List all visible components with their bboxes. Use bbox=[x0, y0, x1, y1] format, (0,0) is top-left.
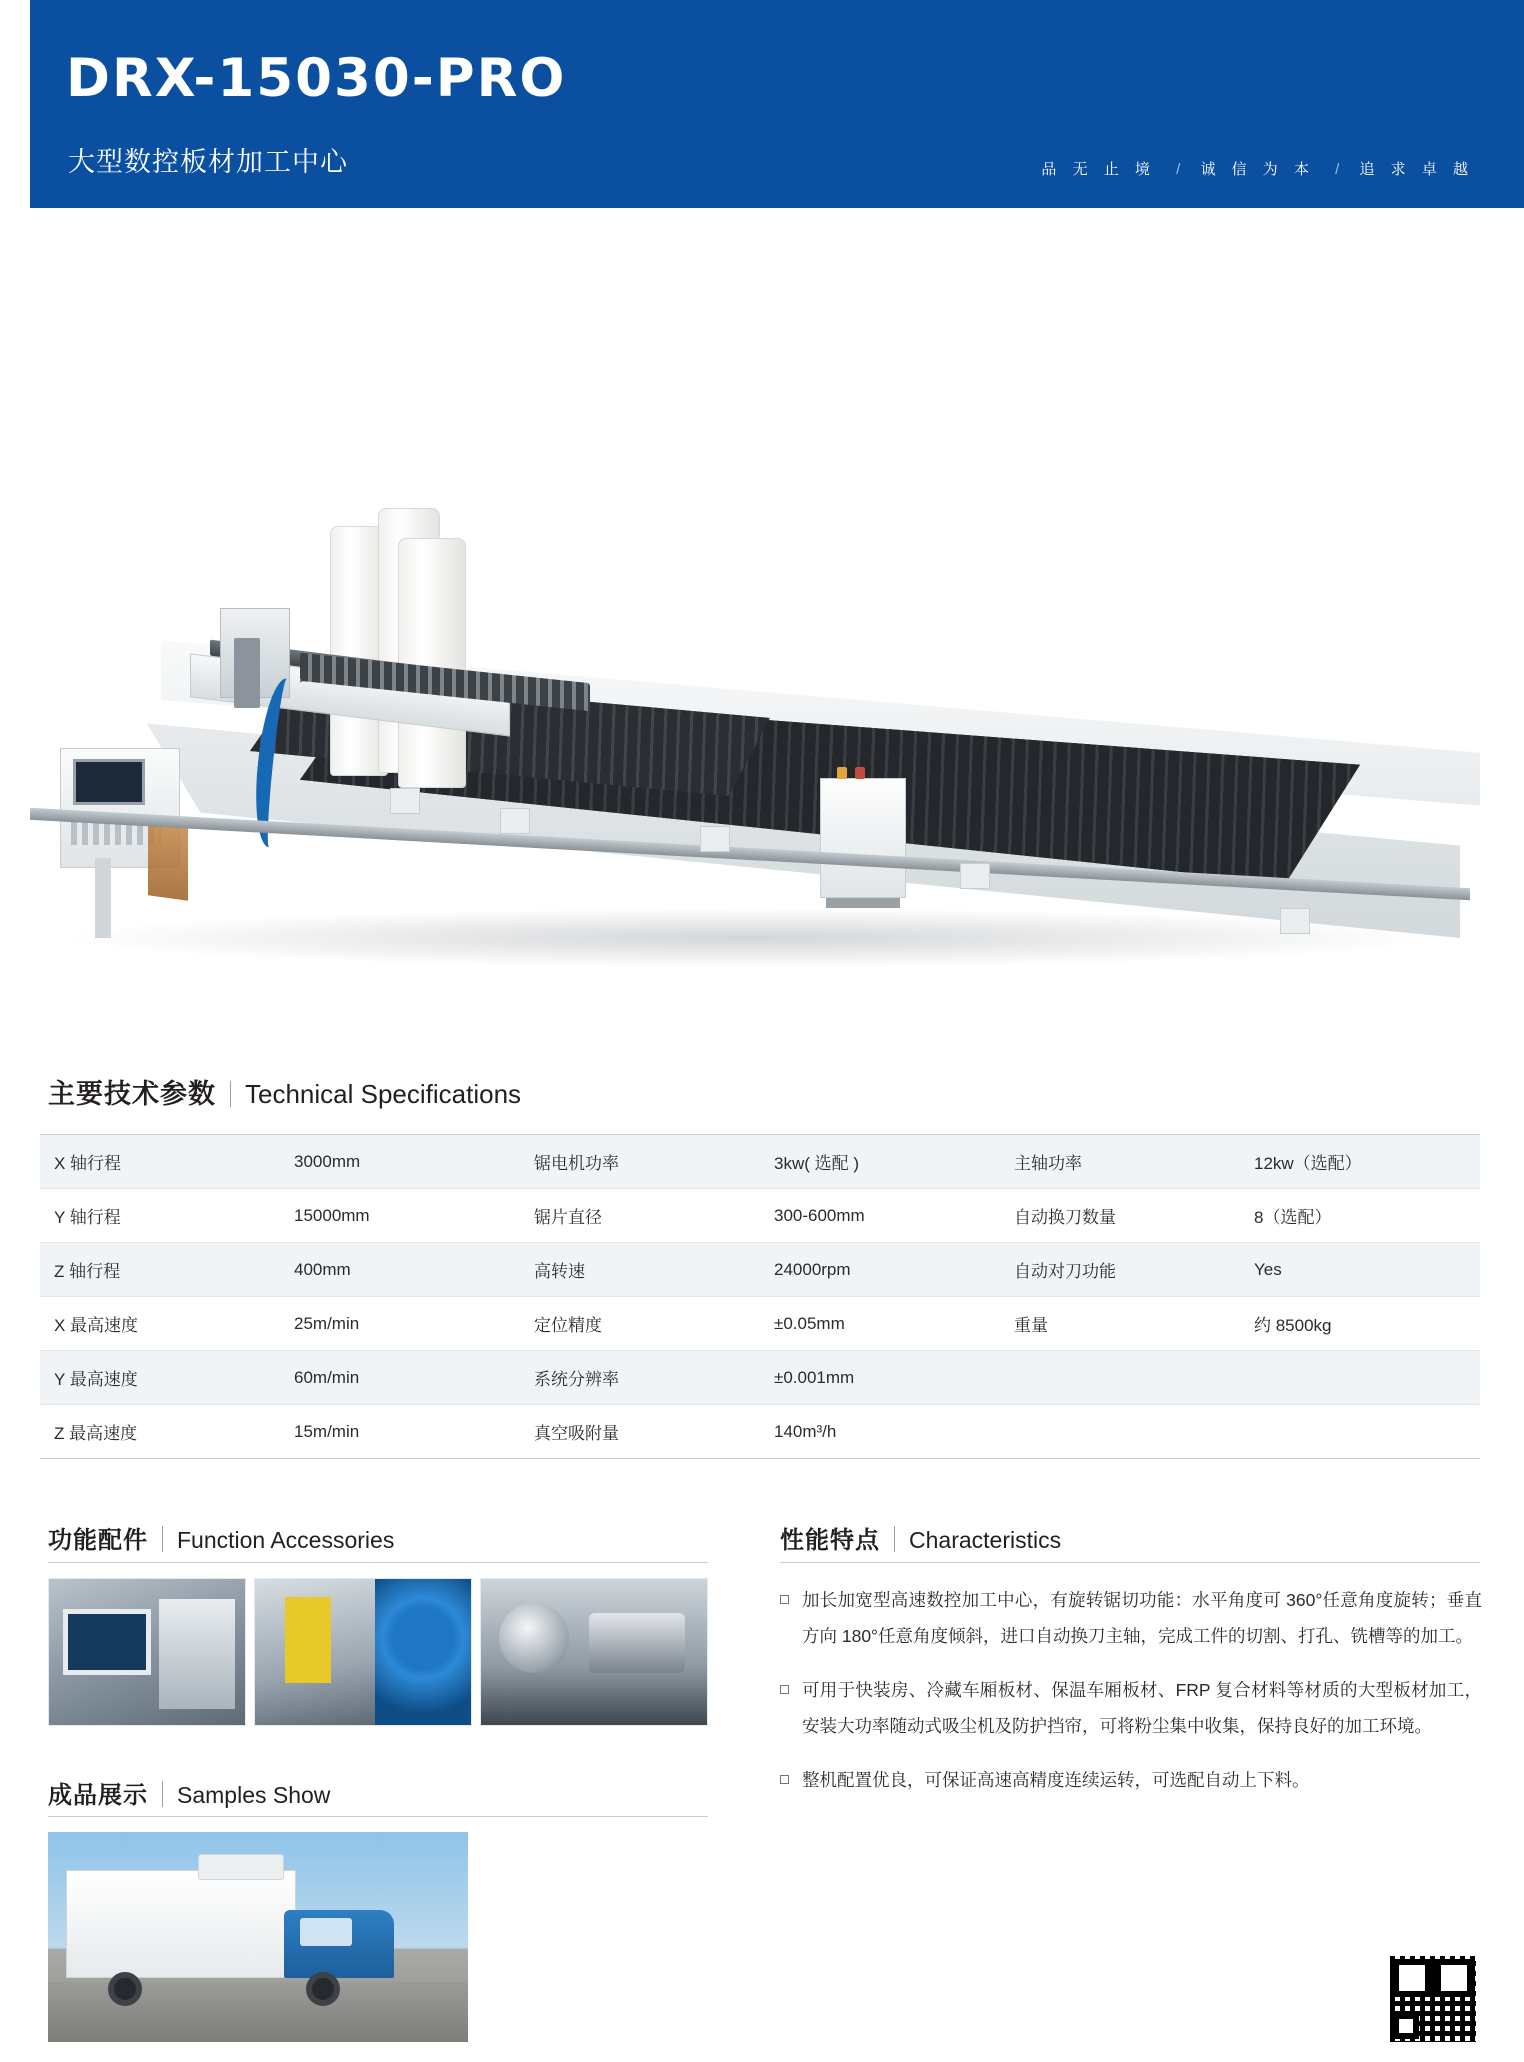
machine-foot bbox=[700, 826, 730, 852]
truck-body bbox=[66, 1870, 296, 1978]
spec-value: 约 8500kg bbox=[1254, 1316, 1332, 1335]
characteristic-text: 整机配置优良，可保证高速高精度连续运转，可选配自动上下料。 bbox=[802, 1770, 1310, 1790]
spec-value: 3000mm bbox=[294, 1151, 361, 1171]
spec-value: Yes bbox=[1254, 1259, 1282, 1279]
accessories-section-title bbox=[48, 1520, 394, 1555]
spec-label: 重量 bbox=[1014, 1316, 1048, 1335]
table-row bbox=[40, 1189, 1480, 1243]
spec-label: 系统分辨率 bbox=[534, 1370, 619, 1389]
spec-label: X 最高速度 bbox=[54, 1316, 139, 1335]
spec-label: 定位精度 bbox=[534, 1316, 602, 1335]
machine-foot bbox=[1280, 908, 1310, 934]
spec-value: 300-600mm bbox=[774, 1205, 865, 1225]
status-lamp-amber bbox=[837, 767, 847, 779]
spec-label: 锯片直径 bbox=[534, 1208, 602, 1227]
title-divider bbox=[162, 1781, 163, 1807]
electrical-control-cabinet bbox=[820, 778, 906, 898]
machine-foot bbox=[960, 863, 990, 889]
spec-label: Y 最高速度 bbox=[54, 1370, 138, 1389]
accessory-photo-tool-holders bbox=[480, 1578, 708, 1726]
spec-section-title bbox=[48, 1072, 521, 1111]
spec-value: 3kw( 选配 ) bbox=[774, 1154, 859, 1173]
qr-code[interactable] bbox=[1388, 1954, 1478, 2044]
spec-label: 高转速 bbox=[534, 1262, 585, 1281]
refrigeration-unit bbox=[198, 1854, 284, 1880]
spec-value: 400mm bbox=[294, 1259, 351, 1279]
spec-value bbox=[1240, 1405, 1480, 1459]
status-lamp-red bbox=[855, 767, 865, 779]
truck-wheel bbox=[306, 1972, 340, 2006]
spec-label bbox=[1000, 1405, 1240, 1459]
console-support-post bbox=[95, 858, 111, 938]
characteristics-title-en: Characteristics bbox=[909, 1527, 1062, 1553]
page-title: DRX-15030-PRO bbox=[66, 48, 567, 109]
spec-label: Y 轴行程 bbox=[54, 1208, 121, 1227]
characteristics-list bbox=[780, 1582, 1482, 1816]
characteristics-section-title bbox=[780, 1520, 1061, 1555]
cabinet-base bbox=[826, 898, 900, 908]
machine-foot bbox=[390, 788, 420, 814]
spec-label: 自动换刀数量 bbox=[1014, 1208, 1116, 1227]
table-row bbox=[40, 1405, 1480, 1459]
accessories-title-en: Function Accessories bbox=[177, 1527, 395, 1553]
header-left-accent-bar bbox=[0, 0, 30, 208]
table-row bbox=[40, 1297, 1480, 1351]
floor-shadow bbox=[60, 908, 1440, 968]
header-slogan bbox=[1041, 158, 1474, 179]
table-row bbox=[40, 1135, 1480, 1189]
samples-rule bbox=[48, 1816, 708, 1817]
accessories-rule bbox=[48, 1562, 708, 1563]
spec-label: 主轴功率 bbox=[1014, 1154, 1082, 1173]
characteristic-item bbox=[780, 1762, 1482, 1798]
samples-title-cn: 成品展示 bbox=[48, 1782, 148, 1809]
qr-finder-bottom-left bbox=[1393, 2013, 1419, 2039]
spec-label bbox=[1000, 1351, 1240, 1405]
slogan-part-2: 诚 信 为 本 bbox=[1200, 161, 1315, 178]
spec-label: Z 最高速度 bbox=[54, 1424, 138, 1443]
bullet-square-icon bbox=[780, 1595, 789, 1604]
title-divider bbox=[162, 1526, 163, 1552]
title-divider bbox=[894, 1526, 895, 1552]
spindle-head bbox=[234, 638, 260, 708]
characteristic-text: 加长加宽型高速数控加工中心，有旋转锯切功能：水平角度可 360°任意角度旋转；垂直方向 180°任意角度倾斜，进口自动换刀主轴，完成工件的切割、打孔、铣槽等的加工。 bbox=[802, 1590, 1482, 1646]
spec-label: 锯电机功率 bbox=[534, 1154, 619, 1173]
spec-label: 自动对刀功能 bbox=[1014, 1262, 1116, 1281]
machine-foot bbox=[500, 808, 530, 834]
accessory-photo-control-panel bbox=[48, 1578, 246, 1726]
accessories-title-cn: 功能配件 bbox=[48, 1527, 148, 1554]
spec-value: 8（选配） bbox=[1254, 1208, 1332, 1227]
product-photo bbox=[0, 208, 1524, 1008]
spec-value: 24000rpm bbox=[774, 1259, 851, 1279]
truck-wheel bbox=[108, 1972, 142, 2006]
spec-value: 12kw（选配） bbox=[1254, 1154, 1362, 1173]
spec-title-en: Technical Specifications bbox=[245, 1079, 522, 1109]
bullet-square-icon bbox=[780, 1775, 789, 1784]
page-subtitle: 大型数控板材加工中心 bbox=[68, 147, 348, 177]
table-row bbox=[40, 1351, 1480, 1405]
slogan-part-1: 品 无 止 境 bbox=[1041, 161, 1156, 178]
accessories-image-strip bbox=[48, 1578, 708, 1726]
characteristic-item bbox=[780, 1672, 1482, 1744]
spec-label: 真空吸附量 bbox=[534, 1424, 619, 1443]
spec-value: ±0.001mm bbox=[774, 1367, 855, 1387]
slogan-part-3: 追 求 卓 越 bbox=[1359, 161, 1474, 178]
technical-specifications-table bbox=[40, 1134, 1480, 1459]
spec-label: X 轴行程 bbox=[54, 1154, 122, 1173]
sample-photo-refrigerated-truck bbox=[48, 1832, 468, 2042]
samples-section-title bbox=[48, 1775, 330, 1810]
spec-value: 60m/min bbox=[294, 1367, 360, 1387]
truck-cab-window bbox=[300, 1918, 352, 1946]
characteristics-rule bbox=[780, 1562, 1480, 1563]
spec-value: ±0.05mm bbox=[774, 1313, 845, 1333]
spec-value: 15000mm bbox=[294, 1205, 370, 1225]
spec-value: 15m/min bbox=[294, 1421, 360, 1441]
spec-label: Z 轴行程 bbox=[54, 1262, 121, 1281]
samples-title-en: Samples Show bbox=[177, 1782, 331, 1808]
page-header bbox=[0, 0, 1524, 208]
spec-value bbox=[1240, 1351, 1480, 1405]
characteristic-item bbox=[780, 1582, 1482, 1654]
characteristics-title-cn: 性能特点 bbox=[780, 1527, 880, 1554]
gantry-bridge bbox=[190, 458, 510, 758]
console-screen bbox=[73, 759, 145, 805]
spec-value: 140m³/h bbox=[774, 1421, 837, 1441]
spec-title-cn: 主要技术参数 bbox=[48, 1079, 216, 1109]
characteristic-text: 可用于快装房、冷藏车厢板材、保温车厢板材、FRP 复合材料等材质的大型板材加工，安装大功率随动式吸尘机及防护挡帘，可将粉尘集中收集，保持良好的加工环境。 bbox=[802, 1680, 1482, 1736]
accessory-photo-dust-hood bbox=[254, 1578, 472, 1726]
bullet-square-icon bbox=[780, 1685, 789, 1694]
slogan-separator-2: / bbox=[1335, 161, 1340, 178]
title-divider bbox=[230, 1081, 231, 1107]
spec-value: 25m/min bbox=[294, 1313, 360, 1333]
slogan-separator-1: / bbox=[1176, 161, 1181, 178]
table-row bbox=[40, 1243, 1480, 1297]
